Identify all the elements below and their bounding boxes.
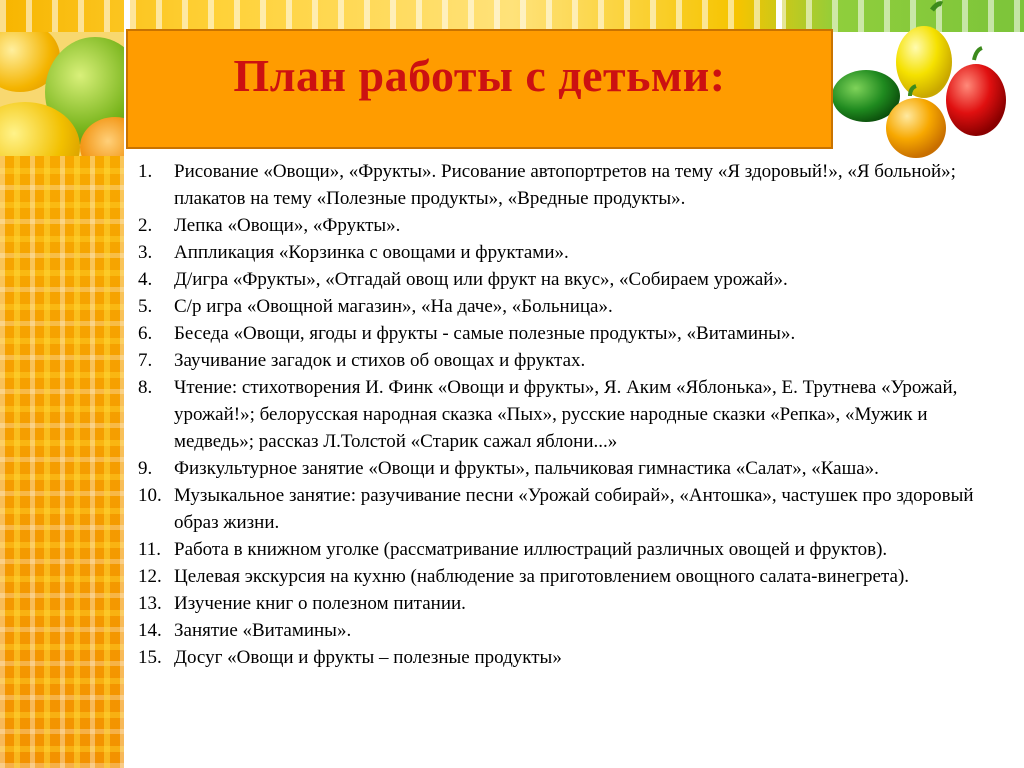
- item-text: Работа в книжном уголке (рассматривание иллюстраций различных овощей и фруктов).: [174, 539, 888, 560]
- peppers-image: [828, 0, 1024, 160]
- item-number: 6.: [138, 323, 153, 344]
- item-text: Досуг «Овощи и фрукты – полезные продукты»: [174, 647, 562, 668]
- item-number: 14.: [138, 620, 162, 641]
- item-text: С/р игра «Овощной магазин», «На даче», «Больница».: [174, 296, 613, 317]
- list-item: [130, 239, 1010, 266]
- item-text: Заучивание загадок и стихов об овощах и фруктах.: [174, 350, 586, 371]
- list-item: [130, 536, 1010, 563]
- slide-title: План работы с детьми:: [233, 50, 726, 101]
- item-text: Лепка «Овощи», «Фрукты».: [174, 215, 401, 236]
- plan-content: [130, 158, 1010, 671]
- item-number: 10.: [138, 485, 162, 506]
- item-number: 2.: [138, 215, 153, 236]
- list-item: [130, 266, 1010, 293]
- item-text: Аппликация «Корзинка с овощами и фруктами».: [174, 242, 569, 263]
- item-text: Изучение книг о полезном питании.: [174, 593, 466, 614]
- item-number: 15.: [138, 647, 162, 668]
- item-text: Д/игра «Фрукты», «Отгадай овощ или фрукт на вкус», «Собираем урожай».: [174, 269, 788, 290]
- top-strip-divider: [776, 0, 782, 32]
- item-number: 9.: [138, 458, 153, 479]
- list-item: [130, 212, 1010, 239]
- fruit-image: [0, 32, 124, 156]
- list-item: [130, 455, 1010, 482]
- item-number: 4.: [138, 269, 153, 290]
- list-item: [130, 482, 1010, 536]
- item-text: Физкультурное занятие «Овощи и фрукты», пальчиковая гимнастика «Салат», «Каша».: [174, 458, 879, 479]
- plan-list: [130, 158, 1010, 671]
- item-text: Занятие «Витамины».: [174, 620, 352, 641]
- item-text: Музыкальное занятие: разучивание песни «Урожай собирай», «Антошка», частушек про здоровый образ жизни.: [174, 485, 974, 533]
- item-number: 12.: [138, 566, 162, 587]
- list-item: [130, 617, 1010, 644]
- item-text: Чтение: стихотворения И. Финк «Овощи и фрукты», Я. Аким «Яблонька», Е. Трутнева «Урожай, урожай!»; белорусская народная сказка «Пых», русские народные сказки «Репка», «Мужик и медведь»; рассказ Л.Толстой «Старик сажал яблони...»: [174, 377, 958, 452]
- item-number: 5.: [138, 296, 153, 317]
- item-text: Рисование «Овощи», «Фрукты». Рисование автопортретов на тему «Я здоровый!», «Я больной»; плакатов на тему «Полезные продукты», «Вредные продукты».: [174, 161, 956, 209]
- list-item: [130, 644, 1010, 671]
- list-item: [130, 563, 1010, 590]
- plaid-pattern: [0, 156, 124, 768]
- item-number: 7.: [138, 350, 153, 371]
- list-item: [130, 374, 1010, 455]
- item-text: Целевая экскурсия на кухню (наблюдение за приготовлением овощного салата-винегрета).: [174, 566, 910, 587]
- list-item: [130, 590, 1010, 617]
- title-box: [126, 29, 833, 149]
- item-number: 1.: [138, 161, 153, 182]
- item-number: 8.: [138, 377, 153, 398]
- list-item: [130, 293, 1010, 320]
- item-number: 13.: [138, 593, 162, 614]
- item-text: Беседа «Овощи, ягоды и фрукты - самые полезные продукты», «Витамины».: [174, 323, 796, 344]
- list-item: [130, 320, 1010, 347]
- top-strip-divider: [124, 0, 130, 32]
- list-item: [130, 158, 1010, 212]
- item-number: 3.: [138, 242, 153, 263]
- list-item: [130, 347, 1010, 374]
- item-number: 11.: [138, 539, 162, 560]
